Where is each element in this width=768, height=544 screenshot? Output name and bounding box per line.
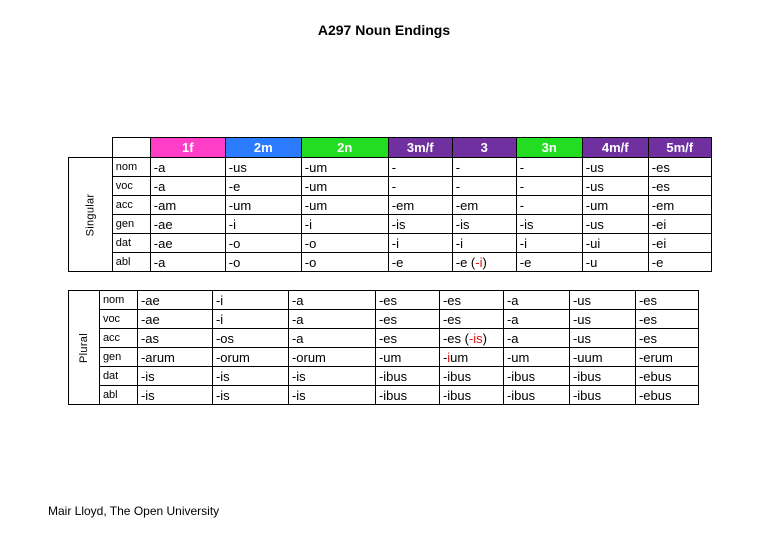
ending-cell — [503, 329, 569, 348]
case-label: acc — [112, 196, 150, 215]
ending-cell — [375, 348, 439, 367]
ending-cell — [582, 177, 648, 196]
plural-label-text: Plural — [77, 332, 90, 363]
ending-cell — [388, 234, 452, 253]
ending-cell — [452, 215, 516, 234]
footer-credit: Mair Lloyd, The Open University — [48, 504, 220, 518]
ending-text: -is — [455, 216, 470, 232]
ending-cell — [503, 386, 569, 405]
ending-cell — [648, 215, 711, 234]
ending-text: -ibus — [442, 387, 472, 403]
ending-text: -em — [455, 197, 479, 213]
ending-text: -e — [228, 178, 241, 194]
ending-text: -ibus — [572, 368, 602, 384]
case-label: nom — [112, 158, 150, 177]
singular-row-abl — [69, 253, 712, 272]
ending-text: -i — [455, 235, 463, 251]
ending-text: -am — [153, 197, 177, 213]
ending-cell — [375, 367, 439, 386]
ending-cell — [503, 310, 569, 329]
ending-cell — [582, 215, 648, 234]
ending-text: -ibus — [506, 387, 536, 403]
ending-text: -erum — [638, 349, 673, 365]
ending-text: -ibus — [442, 368, 472, 384]
ending-cell — [150, 234, 225, 253]
ending-cell — [212, 386, 288, 405]
ending-text: -a — [506, 311, 519, 327]
ending-text: - — [519, 159, 525, 175]
ending-text: -i — [215, 311, 224, 327]
ending-text: -es — [378, 292, 397, 308]
case-label: voc — [112, 177, 150, 196]
ending-cell — [635, 291, 698, 310]
singular-label-text: Singular — [84, 193, 97, 236]
ending-text: -i — [215, 292, 224, 308]
ending-text: -orum — [291, 349, 326, 365]
ending-text: -os — [215, 330, 234, 346]
header-3mf: 3m/f — [388, 138, 452, 158]
ending-cell — [439, 329, 503, 348]
ending-cell — [225, 177, 301, 196]
ending-cell — [635, 386, 698, 405]
ending-cell — [439, 348, 503, 367]
ending-cell — [439, 367, 503, 386]
ending-cell — [452, 158, 516, 177]
ending-text: -um — [378, 349, 402, 365]
ending-text: -arum — [140, 349, 175, 365]
ending-cell — [452, 234, 516, 253]
ending-text: -es — [651, 178, 670, 194]
ending-cell — [439, 386, 503, 405]
header-corner — [112, 138, 150, 158]
ending-text: -es — [442, 292, 461, 308]
ending-text: -is — [391, 216, 406, 232]
ending-cell — [635, 367, 698, 386]
ending-cell — [569, 367, 635, 386]
ending-cell — [137, 310, 212, 329]
case-label: acc — [99, 329, 137, 348]
ending-text: -a — [153, 254, 166, 270]
ending-text: -i — [391, 235, 399, 251]
ending-text: -o — [228, 235, 241, 251]
case-label: voc — [99, 310, 137, 329]
ending-text: -e — [651, 254, 664, 270]
ending-text: -ui — [585, 235, 601, 251]
ending-text: -ebus — [638, 387, 672, 403]
header-3: 3 — [452, 138, 516, 158]
ending-cell — [582, 196, 648, 215]
ending-text: -ibus — [378, 387, 408, 403]
plural-row-voc — [69, 310, 699, 329]
plural-row-dat — [69, 367, 699, 386]
ending-cell — [516, 234, 582, 253]
ending-cell — [137, 348, 212, 367]
ending-text: -ei — [651, 235, 667, 251]
ending-cell — [301, 177, 388, 196]
ending-cell — [212, 329, 288, 348]
ending-text: -um — [228, 197, 252, 213]
header-2n: 2n — [301, 138, 388, 158]
ending-text: -em — [651, 197, 675, 213]
ending-cell — [569, 329, 635, 348]
ending-cell — [516, 158, 582, 177]
stem-vowel: i — [447, 349, 451, 365]
singular-body — [69, 158, 712, 272]
ending-text: - — [391, 178, 397, 194]
ending-cell — [225, 196, 301, 215]
ending-cell — [150, 215, 225, 234]
plural-row-gen — [69, 348, 699, 367]
ending-cell — [212, 291, 288, 310]
ending-cell — [569, 310, 635, 329]
ending-text: -a — [153, 178, 166, 194]
case-label: dat — [99, 367, 137, 386]
ending-cell — [288, 329, 375, 348]
ending-text: -i — [304, 216, 312, 232]
case-label: abl — [99, 386, 137, 405]
ending-text: -a — [291, 311, 304, 327]
ending-cell — [137, 386, 212, 405]
ending-text: -us — [572, 311, 591, 327]
declension-header-row — [69, 138, 712, 158]
ending-cell — [375, 329, 439, 348]
ending-text: -es ( — [442, 330, 469, 346]
ending-cell — [439, 291, 503, 310]
ending-cell — [288, 291, 375, 310]
ending-cell — [635, 348, 698, 367]
ending-cell — [212, 348, 288, 367]
ending-text: - — [391, 159, 397, 175]
ending-cell — [375, 310, 439, 329]
ending-text: -es — [378, 330, 397, 346]
ending-cell — [516, 196, 582, 215]
ending-cell — [301, 253, 388, 272]
ending-text: - — [519, 178, 525, 194]
ending-text: -e — [519, 254, 532, 270]
ending-text: -u — [585, 254, 598, 270]
ending-text: -a — [291, 330, 304, 346]
ending-cell — [212, 367, 288, 386]
ending-text: - — [455, 159, 461, 175]
ending-cell — [582, 253, 648, 272]
ending-text: -us — [572, 330, 591, 346]
ending-text: -a — [291, 292, 304, 308]
variant-ending: -i — [475, 254, 483, 270]
ending-text: -es — [638, 292, 657, 308]
ending-cell — [225, 158, 301, 177]
ending-cell — [150, 253, 225, 272]
ending-cell — [569, 291, 635, 310]
ending-text: -us — [585, 178, 604, 194]
ending-cell — [569, 348, 635, 367]
case-label: abl — [112, 253, 150, 272]
ending-cell — [648, 196, 711, 215]
ending-text: -o — [228, 254, 241, 270]
ending-text: -is — [140, 387, 155, 403]
singular-row-gen — [69, 215, 712, 234]
ending-cell — [503, 348, 569, 367]
ending-text: -e — [391, 254, 404, 270]
ending-text: -ibus — [572, 387, 602, 403]
ending-cell — [301, 234, 388, 253]
ending-text: -is — [519, 216, 534, 232]
ending-text: -em — [391, 197, 415, 213]
ending-cell — [388, 196, 452, 215]
ending-cell — [516, 215, 582, 234]
header-5mf: 5m/f — [648, 138, 711, 158]
plural-row-nom — [69, 291, 699, 310]
singular-endings-table — [68, 137, 712, 272]
case-label: gen — [112, 215, 150, 234]
ending-text: -o — [304, 235, 317, 251]
ending-text: -i — [228, 216, 236, 232]
ending-text: -um — [304, 159, 328, 175]
ending-cell — [388, 177, 452, 196]
ending-cell — [648, 234, 711, 253]
ending-text: -i — [519, 235, 527, 251]
ending-cell — [452, 177, 516, 196]
ending-cell — [137, 291, 212, 310]
ending-cell — [635, 310, 698, 329]
ending-cell — [648, 177, 711, 196]
ending-text: - — [442, 349, 448, 365]
ending-text: -orum — [215, 349, 250, 365]
ending-cell — [439, 310, 503, 329]
header-1f: 1f — [150, 138, 225, 158]
ending-text: -is — [291, 368, 306, 384]
ending-text: - — [455, 178, 461, 194]
ending-text: -um — [304, 178, 328, 194]
singular-label — [69, 158, 113, 272]
header-3n: 3n — [516, 138, 582, 158]
ending-text: -ae — [140, 292, 160, 308]
ending-cell — [288, 348, 375, 367]
ending-cell — [225, 234, 301, 253]
ending-text: -is — [291, 387, 306, 403]
plural-body — [69, 291, 699, 405]
ending-cell — [225, 253, 301, 272]
plural-row-acc — [69, 329, 699, 348]
ending-text: -um — [506, 349, 530, 365]
ending-cell — [150, 196, 225, 215]
singular-row-dat — [69, 234, 712, 253]
paren-close: ) — [482, 330, 487, 346]
ending-cell — [516, 177, 582, 196]
ending-text: -us — [228, 159, 247, 175]
ending-text: -ebus — [638, 368, 672, 384]
ending-cell — [452, 196, 516, 215]
ending-cell — [635, 329, 698, 348]
ending-text: -ae — [140, 311, 160, 327]
ending-text: -ae — [153, 216, 173, 232]
singular-row-acc — [69, 196, 712, 215]
ending-text: -o — [304, 254, 317, 270]
ending-cell — [225, 215, 301, 234]
ending-cell — [503, 291, 569, 310]
ending-text: -as — [140, 330, 159, 346]
ending-text: -es — [651, 159, 670, 175]
ending-cell — [301, 215, 388, 234]
singular-row-voc — [69, 177, 712, 196]
plural-row-abl — [69, 386, 699, 405]
ending-cell — [648, 253, 711, 272]
ending-cell — [288, 367, 375, 386]
ending-text: -uum — [572, 349, 603, 365]
ending-cell — [388, 215, 452, 234]
ending-cell — [388, 158, 452, 177]
header-2m: 2m — [225, 138, 301, 158]
ending-cell — [582, 234, 648, 253]
ending-cell — [301, 158, 388, 177]
header-spacer — [69, 138, 113, 158]
ending-cell — [375, 386, 439, 405]
ending-cell — [301, 196, 388, 215]
ending-text: -a — [506, 330, 519, 346]
ending-text: -es — [378, 311, 397, 327]
ending-text: - — [519, 197, 525, 213]
ending-text: -us — [585, 216, 604, 232]
case-label: nom — [99, 291, 137, 310]
ending-text: -es — [638, 311, 657, 327]
ending-text: -um — [585, 197, 609, 213]
plural-endings-table — [68, 290, 699, 405]
ending-cell — [137, 367, 212, 386]
ending-text: -ibus — [506, 368, 536, 384]
page-title: A297 Noun Endings — [317, 22, 451, 38]
ending-text: -e ( — [455, 254, 476, 270]
ending-cell — [452, 253, 516, 272]
ending-text: -ei — [651, 216, 667, 232]
ending-text: -is — [215, 368, 230, 384]
ending-cell — [375, 291, 439, 310]
ending-cell — [648, 158, 711, 177]
ending-cell — [150, 158, 225, 177]
ending-cell — [212, 310, 288, 329]
ending-text: -us — [572, 292, 591, 308]
ending-text: -us — [585, 159, 604, 175]
ending-text: -ae — [153, 235, 173, 251]
variant-ending: -is — [468, 330, 483, 346]
ending-text: -is — [140, 368, 155, 384]
ending-text: -a — [506, 292, 519, 308]
case-label: gen — [99, 348, 137, 367]
ending-cell — [137, 329, 212, 348]
ending-rest: um — [450, 349, 469, 365]
ending-text: -a — [153, 159, 166, 175]
ending-cell — [582, 158, 648, 177]
ending-text: -is — [215, 387, 230, 403]
ending-text: -es — [442, 311, 461, 327]
header-4mf: 4m/f — [582, 138, 648, 158]
ending-cell — [388, 253, 452, 272]
ending-text: -ibus — [378, 368, 408, 384]
ending-cell — [516, 253, 582, 272]
plural-label — [69, 291, 100, 405]
ending-text: -um — [304, 197, 328, 213]
ending-cell — [503, 367, 569, 386]
paren-close: ) — [482, 254, 487, 270]
singular-row-nom — [69, 158, 712, 177]
case-label: dat — [112, 234, 150, 253]
ending-cell — [288, 310, 375, 329]
ending-cell — [150, 177, 225, 196]
ending-cell — [569, 386, 635, 405]
ending-text: -es — [638, 330, 657, 346]
ending-cell — [288, 386, 375, 405]
